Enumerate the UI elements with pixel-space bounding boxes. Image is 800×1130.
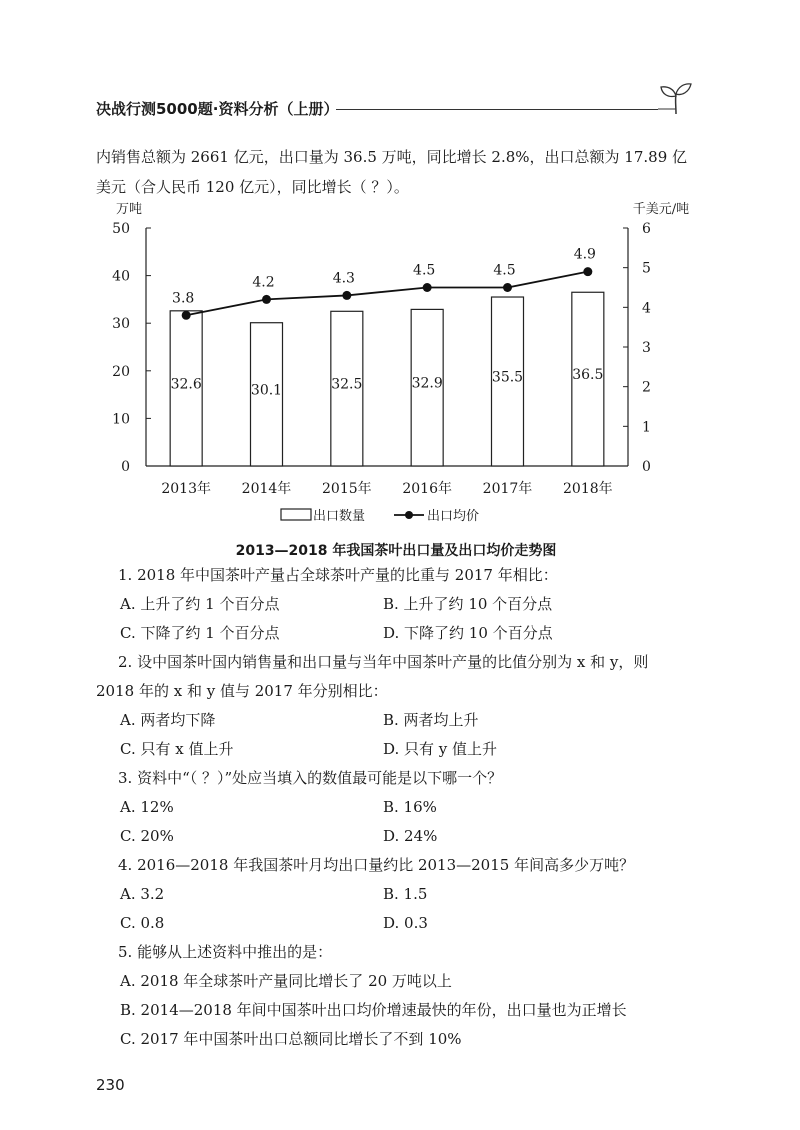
price-point [342,291,351,300]
question-5-option-A[interactable]: A. 2018 年全球茶叶产量同比增长了 20 万吨以上 [120,972,452,990]
price-point [262,295,271,304]
price-line [186,272,588,316]
x-tick-label: 2014年 [241,481,292,497]
question-1-option-A[interactable]: A. 上升了约 1 个百分点 [120,595,280,613]
intro-line-1: 内销售总额为 2661 亿元，出口量为 36.5 万吨，同比增长 2.8%，出口总额为 17.89 亿 [96,148,688,166]
running-header [96,92,696,122]
x-tick-label: 2016年 [402,481,452,497]
question-4-option-C[interactable]: C. 0.8 [120,914,165,932]
question-3-option-C[interactable]: C. 20% [120,827,174,845]
legend-line-marker [405,511,413,519]
x-tick-label: 2017年 [482,481,533,497]
question-3-option-A[interactable]: A. 12% [120,798,174,816]
right-tick-label: 4 [642,300,651,317]
sprout-icon [658,78,694,118]
question-4-option-A[interactable]: A. 3.2 [120,885,165,903]
price-point [583,267,592,276]
legend-line-label: 出口均价 [427,509,480,524]
left-axis-unit: 万吨 [116,202,143,217]
right-axis-unit: 千美元/吨 [632,202,690,217]
intro-line-2: 美元（合人民币 120 亿元），同比增长（ ？）。 [96,178,409,196]
header-rule [336,109,658,110]
chart-title: 2013—2018 年我国茶叶出口量及出口均价走势图 [235,543,557,559]
question-5-option-B[interactable]: B. 2014—2018 年间中国茶叶出口均价增速最快的年份，出口量也为正增长 [120,1001,627,1019]
right-tick-label: 2 [642,379,651,396]
price-point [182,311,191,320]
question-2-stem: 2. 设中国茶叶国内销售量和出口量与当年中国茶叶产量的比值分别为 x 和 y，则 [118,653,649,671]
question-2-option-D[interactable]: D. 只有 y 值上升 [383,740,498,758]
legend-bar-label: 出口数量 [313,509,366,524]
page-number: 230 [96,1076,125,1094]
left-tick-label: 40 [112,268,130,285]
x-tick-label: 2015年 [322,481,372,497]
price-value-label: 3.8 [172,290,195,307]
left-tick-label: 30 [112,316,130,333]
legend-bar-swatch [281,509,311,520]
question-2-option-B[interactable]: B. 两者均上升 [383,711,479,729]
left-tick-label: 20 [112,363,130,380]
right-tick-label: 1 [642,419,651,436]
right-tick-label: 6 [642,221,651,237]
left-tick-label: 10 [112,411,130,428]
right-tick-label: 3 [642,340,651,356]
bar-value-label: 30.1 [250,382,283,399]
price-value-label: 4.9 [573,246,596,263]
price-value-label: 4.2 [252,274,275,291]
bar-value-label: 32.5 [331,376,363,393]
tea-export-chart [96,198,696,540]
price-value-label: 4.5 [413,262,436,279]
price-value-label: 4.5 [493,262,516,279]
question-4-option-D[interactable]: D. 0.3 [383,914,428,932]
question-1-stem: 1. 2018 年中国茶叶产量占全球茶叶产量的比重与 2017 年相比： [118,566,558,584]
right-tick-label: 0 [642,459,651,475]
question-2-stem: 2018 年的 x 和 y 值与 2017 年分别相比： [96,682,388,700]
header-title: 决战行测5000题·资料分析（上册） [96,100,339,118]
question-5-stem: 5. 能够从上述资料中推出的是： [118,943,333,961]
right-tick-label: 5 [642,260,651,277]
question-3-option-D[interactable]: D. 24% [383,827,438,845]
question-2-option-C[interactable]: C. 只有 x 值上升 [120,740,234,758]
price-point [423,283,432,292]
question-4-stem: 4. 2016—2018 年我国茶叶月均出口量约比 2013—2015 年间高多少万吨？ [118,856,635,874]
bar-value-label: 36.5 [572,367,604,384]
bar-value-label: 35.5 [491,369,524,386]
price-value-label: 4.3 [332,270,355,287]
question-1-option-C[interactable]: C. 下降了约 1 个百分点 [120,624,280,642]
price-point [503,283,512,292]
question-1-option-D[interactable]: D. 下降了约 10 个百分点 [383,624,553,642]
question-5-option-C[interactable]: C. 2017 年中国茶叶出口总额同比增长了不到 10% [120,1030,462,1048]
question-3-stem: 3. 资料中“（ ？）”处应当填入的数值最可能是以下哪一个？ [118,769,503,787]
question-2-option-A[interactable]: A. 两者均下降 [120,711,216,729]
left-tick-label: 50 [112,221,130,237]
bar-value-label: 32.6 [170,376,202,393]
question-3-option-B[interactable]: B. 16% [383,798,437,816]
bar-value-label: 32.9 [411,375,443,392]
x-tick-label: 2018年 [563,481,613,497]
x-tick-label: 2013年 [161,481,211,497]
left-tick-label: 0 [121,459,130,475]
question-4-option-B[interactable]: B. 1.5 [383,885,428,903]
question-1-option-B[interactable]: B. 上升了约 10 个百分点 [383,595,553,613]
